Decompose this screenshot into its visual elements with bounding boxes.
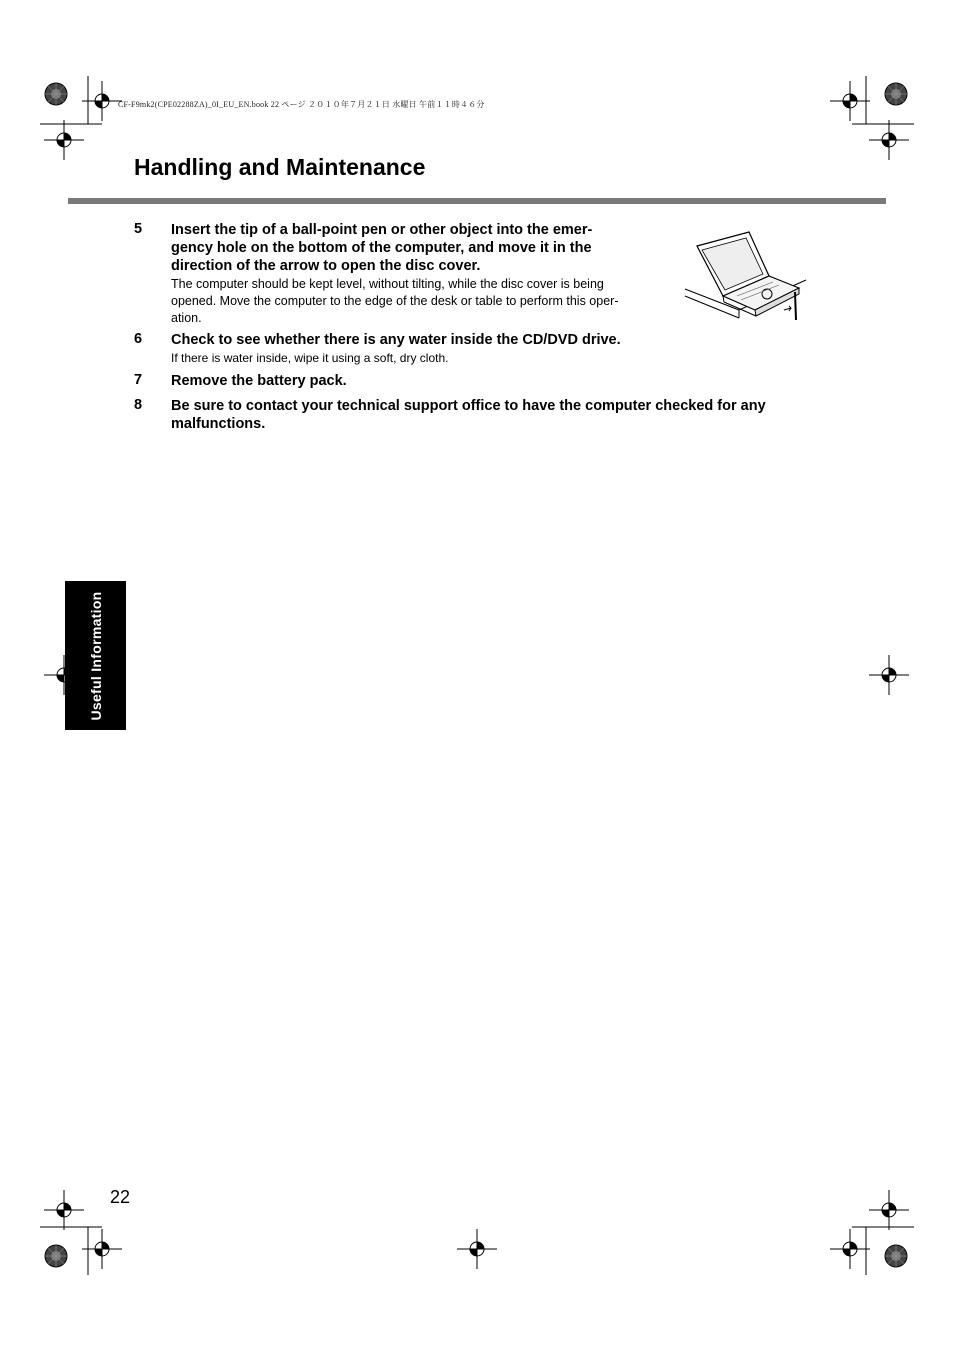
instruction-line: malfunctions.: [171, 416, 266, 432]
step-note: If there is water inside, wipe it using a soft, dry cloth.: [171, 351, 449, 365]
step-instruction: [171, 397, 824, 433]
page-title: Handling and Maintenance: [134, 154, 426, 180]
instruction-line: Be sure to contact your technical support office to have the computer checked for any: [171, 398, 766, 414]
instruction-line: gency hole on the bottom of the computer, and move it in the: [171, 240, 592, 256]
side-tab-label: Useful Information: [88, 591, 104, 721]
section-side-tab: [65, 581, 126, 730]
step-number: 7: [134, 372, 143, 388]
note-line: ation.: [171, 311, 202, 325]
note-line: opened. Move the computer to the edge of the desk or table to perform this oper-: [171, 294, 619, 308]
step-number: 8: [134, 397, 143, 413]
step-number: 5: [134, 221, 143, 237]
file-header: CF-F9mk2(CPE02288ZA)_0I_EU_EN.book 22 ページ ２０１０年７月２１日 水曜日 午前１１時４６分: [118, 100, 485, 109]
step-6: [134, 331, 824, 367]
step-number: 6: [134, 331, 143, 347]
step-instruction: Check to see whether there is any water inside the CD/DVD drive.: [171, 332, 621, 348]
instruction-line: direction of the arrow to open the disc cover.: [171, 258, 481, 274]
title-rule: [68, 198, 886, 204]
step-8: [134, 397, 824, 433]
page-number: 22: [110, 1187, 131, 1207]
laptop-illustration: [683, 228, 808, 326]
step-instruction: Remove the battery pack.: [171, 373, 347, 389]
step-7: [134, 372, 824, 390]
note-line: The computer should be kept level, without tilting, while the disc cover is being: [171, 277, 604, 291]
instruction-line: Insert the tip of a ball-point pen or other object into the emer-: [171, 222, 593, 238]
